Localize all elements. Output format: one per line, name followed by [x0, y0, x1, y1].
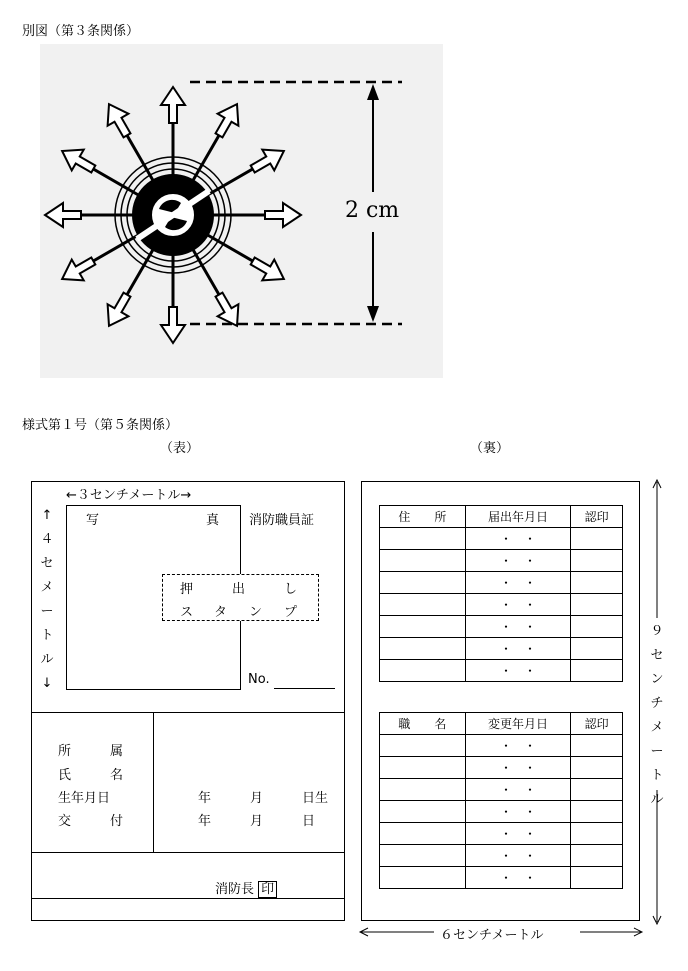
position-table — [379, 712, 623, 889]
number-blank — [274, 688, 335, 689]
dimension-label: 2 cm — [345, 198, 400, 223]
table-row: ・ ・ — [380, 594, 623, 616]
header-report-date: 届出年月日 — [465, 506, 571, 528]
seal-mark: 印 — [258, 881, 277, 898]
table-row: ・ ・ — [380, 735, 623, 757]
table-row: ・ ・ — [380, 779, 623, 801]
stamp-char: タ — [214, 605, 228, 620]
table-row — [380, 506, 623, 528]
table-row: ・ ・ — [380, 572, 623, 594]
stamp-char: し — [284, 582, 298, 597]
number-label: No. — [248, 672, 270, 687]
card-title: 消防職員証 — [249, 513, 315, 528]
table-row: ・ ・ — [380, 801, 623, 823]
header-change-date: 変更年月日 — [465, 713, 571, 735]
emblem-figure — [40, 44, 443, 378]
header-position: 職 名 — [380, 713, 466, 735]
table-row: ・ ・ — [380, 638, 623, 660]
back-label: （裏） — [470, 441, 510, 456]
header-seal: 認印 — [571, 713, 623, 735]
table-row: ・ ・ — [380, 660, 623, 682]
front-label: （表） — [160, 441, 200, 456]
table-row: ・ ・ — [380, 528, 623, 550]
table-row — [380, 713, 623, 735]
form-title: 様式第１号（第５条関係） — [22, 418, 179, 433]
stamp-char: 出 — [232, 582, 246, 597]
table-row: ・ ・ — [380, 867, 623, 889]
address-table — [379, 505, 623, 682]
chief-label: 消防長 印 — [215, 878, 277, 897]
stamp-char: プ — [284, 605, 298, 620]
photo-width-label: ←３センチメートル→ — [66, 488, 192, 503]
table-row: ・ ・ — [380, 616, 623, 638]
stamp-char: ン — [249, 605, 263, 620]
header-address: 住 所 — [380, 506, 466, 528]
photo-label-left: 写 — [86, 513, 100, 528]
table-row: ・ ・ — [380, 757, 623, 779]
table-row: ・ ・ — [380, 550, 623, 572]
back-width-label: ６センチメートル — [440, 928, 544, 943]
stamp-char: 押 — [180, 582, 194, 597]
table-row: ・ ・ — [380, 823, 623, 845]
header-seal: 認印 — [571, 506, 623, 528]
photo-label-right: 真 — [206, 513, 220, 528]
stamp-char: ス — [180, 605, 194, 620]
table-row: ・ ・ — [380, 845, 623, 867]
figure-title: 別図（第３条関係） — [22, 24, 140, 39]
